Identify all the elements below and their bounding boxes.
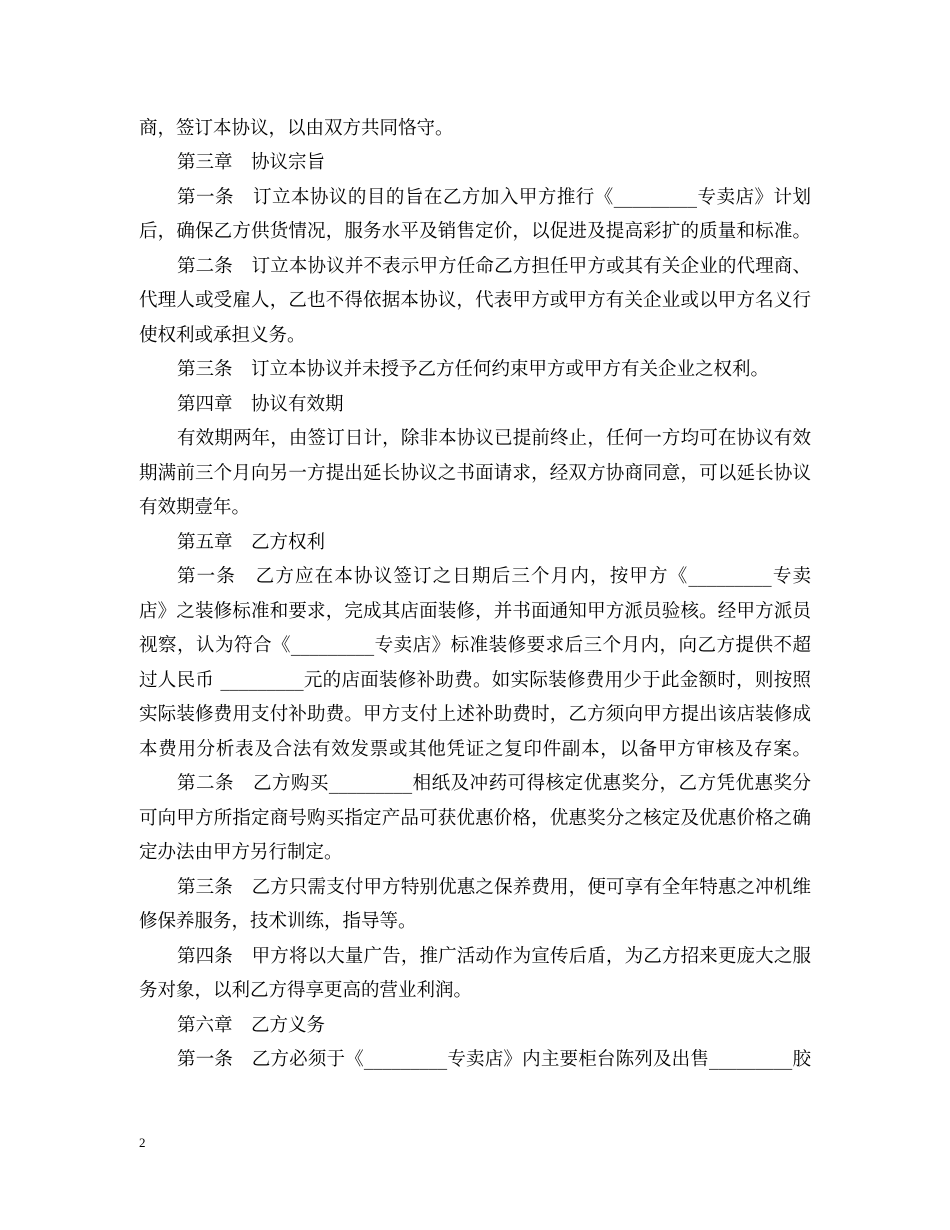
text-line: 第三条 乙方只需支付甲方特别优惠之保养费用，便可享有全年特惠之冲机维 bbox=[177, 877, 811, 898]
text-line: 第一条 乙方必须于《_________专卖店》内主要柜台陈列及出售_________胶 bbox=[177, 1049, 811, 1070]
text-line: 有效期两年，由签订日计，除非本协议已提前终止，任何一方均可在协议有效 bbox=[177, 428, 811, 449]
text-line: 第一条 乙方应在本协议签订之日期后三个月内，按甲方《_________专卖 bbox=[177, 566, 811, 587]
text-line: 第二条 订立本协议并不表示甲方任命乙方担任甲方或其有关企业的代理商、 bbox=[177, 256, 811, 277]
text-line: 使权利或承担义务。 bbox=[139, 325, 306, 346]
text-line: 可向甲方所指定商号购买指定产品可获优惠价格，优惠奖分之核定及优惠价格之确 bbox=[139, 808, 811, 829]
text-line: 第二条 乙方购买_________相纸及冲药可得核定优惠奖分，乙方凭优惠奖分 bbox=[177, 773, 811, 794]
text-line: 代理人或受雇人，乙也不得依据本协议，代表甲方或甲方有关企业或以甲方名义行 bbox=[139, 290, 811, 311]
text-line: 商，签订本协议，以由双方共同恪守。 bbox=[139, 118, 454, 139]
page-number: 2 bbox=[139, 1135, 146, 1150]
text-line: 实际装修费用支付补助费。甲方支付上述补助费时，乙方须向甲方提出该店装修成 bbox=[139, 704, 811, 725]
chapter-heading: 第三章 协议宗旨 bbox=[177, 152, 326, 173]
text-line: 视察，认为符合《_________专卖店》标准装修要求后三个月内，向乙方提供不超 bbox=[139, 635, 811, 656]
text-line: 后，确保乙方供货情况，服务水平及销售定价，以促进及提高彩扩的质量和标准。 bbox=[139, 221, 811, 242]
text-line: 务对象，以利乙方得享更高的营业利润。 bbox=[139, 980, 473, 1001]
text-line: 期满前三个月向另一方提出延长协议之书面请求，经双方协商同意，可以延长协议 bbox=[139, 463, 811, 484]
text-line: 第一条 订立本协议的目的旨在乙方加入甲方推行《_________专卖店》计划 bbox=[177, 187, 811, 208]
text-line: 店》之装修标准和要求，完成其店面装修，并书面通知甲方派员验核。经甲方派员 bbox=[139, 601, 811, 622]
text-line: 定办法由甲方另行制定。 bbox=[139, 842, 343, 863]
text-line: 有效期壹年。 bbox=[139, 497, 251, 518]
chapter-heading: 第四章 协议有效期 bbox=[177, 394, 344, 415]
text-line: 第三条 订立本协议并未授予乙方任何约束甲方或甲方有关企业之权利。 bbox=[177, 359, 770, 380]
chapter-heading: 第六章 乙方义务 bbox=[177, 1015, 326, 1036]
text-line: 本费用分析表及合法有效发票或其他凭证之复印件副本，以备甲方审核及存案。 bbox=[139, 739, 811, 760]
text-line: 第四条 甲方将以大量广告，推广活动作为宣传后盾，为乙方招来更庞大之服 bbox=[177, 946, 811, 967]
text-line: 过人民币 _________元的店面装修补助费。如实际装修费用少于此金额时，则按照 bbox=[139, 670, 811, 691]
text-line: 修保养服务，技术训练，指导等。 bbox=[139, 911, 417, 932]
chapter-heading: 第五章 乙方权利 bbox=[177, 532, 326, 553]
